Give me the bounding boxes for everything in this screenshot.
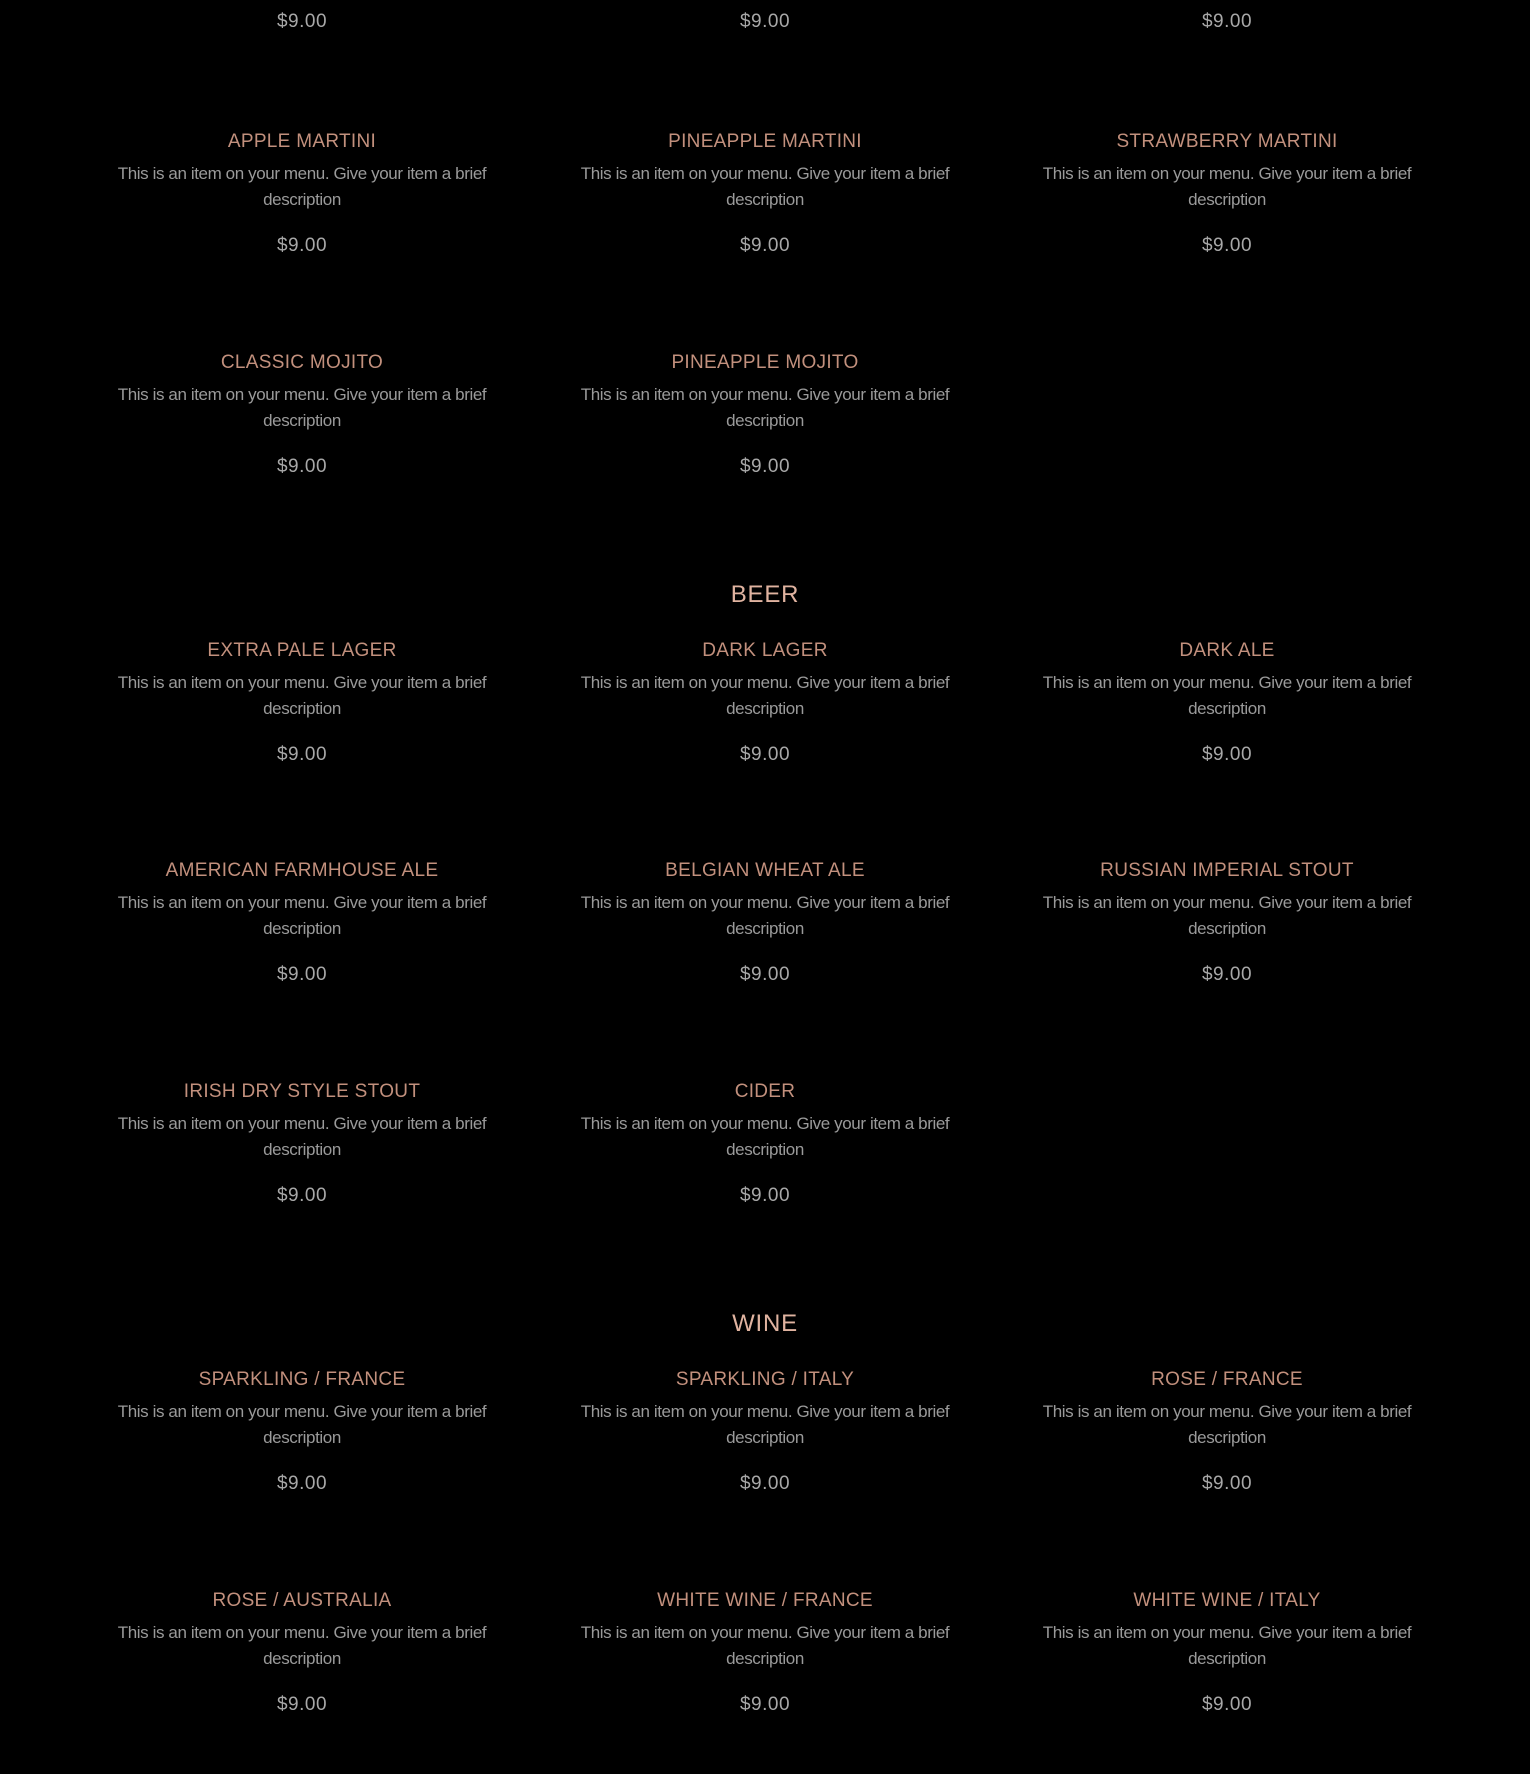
item-name: PINEAPPLE MARTINI bbox=[668, 131, 862, 152]
item-price: $9.00 bbox=[739, 964, 791, 985]
item-description: This is an item on your menu. Give your item a brief description bbox=[1042, 1623, 1412, 1668]
item-name: WHITE WINE / ITALY bbox=[1133, 1590, 1321, 1611]
section-title-beer: BEER bbox=[730, 581, 800, 608]
item-price: $9.00 bbox=[276, 1185, 328, 1206]
item-description: This is an item on your menu. Give your item a brief description bbox=[1042, 673, 1412, 718]
item-name: ROSE / FRANCE bbox=[1151, 1369, 1303, 1390]
item-price: $9.00 bbox=[739, 744, 791, 765]
section-title-wine: WINE bbox=[732, 1310, 798, 1337]
item-price: $9.00 bbox=[1201, 1694, 1253, 1715]
item-name: SPARKLING / ITALY bbox=[675, 1369, 855, 1390]
item-name: ROSE / AUSTRALIA bbox=[212, 1590, 392, 1611]
item-description: This is an item on your menu. Give your item a brief description bbox=[117, 385, 487, 430]
item-description: This is an item on your menu. Give your item a brief description bbox=[580, 1114, 950, 1159]
item-description: This is an item on your menu. Give your item a brief description bbox=[580, 1402, 950, 1447]
item-description: This is an item on your menu. Give your item a brief description bbox=[117, 673, 487, 718]
item-name: DARK LAGER bbox=[702, 640, 828, 661]
item-name: APPLE MARTINI bbox=[227, 131, 377, 152]
item-description: This is an item on your menu. Give your item a brief description bbox=[117, 164, 487, 209]
item-price: $9.00 bbox=[739, 1473, 791, 1494]
item-price: $9.00 bbox=[1201, 964, 1253, 985]
item-description: This is an item on your menu. Give your item a brief description bbox=[117, 893, 487, 938]
item-name: AMERICAN FARMHOUSE ALE bbox=[165, 860, 439, 881]
item-description: This is an item on your menu. Give your item a brief description bbox=[1042, 893, 1412, 938]
item-price: $9.00 bbox=[276, 744, 328, 765]
item-price: $9.00 bbox=[1201, 235, 1253, 256]
item-name: EXTRA PALE LAGER bbox=[207, 640, 397, 661]
item-name: WHITE WINE / FRANCE bbox=[657, 1590, 873, 1611]
item-price: $9.00 bbox=[739, 1694, 791, 1715]
item-price: $9.00 bbox=[276, 11, 328, 32]
item-description: This is an item on your menu. Give your item a brief description bbox=[1042, 1402, 1412, 1447]
item-name: CIDER bbox=[734, 1081, 796, 1102]
item-price: $9.00 bbox=[739, 456, 791, 477]
item-description: This is an item on your menu. Give your item a brief description bbox=[1042, 164, 1412, 209]
item-description: This is an item on your menu. Give your item a brief description bbox=[117, 1402, 487, 1447]
item-price: $9.00 bbox=[1201, 11, 1253, 32]
item-price: $9.00 bbox=[276, 1473, 328, 1494]
item-name: PINEAPPLE MOJITO bbox=[671, 352, 859, 373]
item-price: $9.00 bbox=[739, 1185, 791, 1206]
item-description: This is an item on your menu. Give your item a brief description bbox=[117, 1623, 487, 1668]
item-price: $9.00 bbox=[1201, 1473, 1253, 1494]
item-description: This is an item on your menu. Give your item a brief description bbox=[580, 164, 950, 209]
item-name: STRAWBERRY MARTINI bbox=[1116, 131, 1338, 152]
item-description: This is an item on your menu. Give your item a brief description bbox=[580, 1623, 950, 1668]
item-price: $9.00 bbox=[276, 235, 328, 256]
item-name: BELGIAN WHEAT ALE bbox=[665, 860, 865, 881]
item-name: IRISH DRY STYLE STOUT bbox=[183, 1081, 421, 1102]
item-price: $9.00 bbox=[276, 456, 328, 477]
item-description: This is an item on your menu. Give your item a brief description bbox=[580, 385, 950, 430]
item-description: This is an item on your menu. Give your item a brief description bbox=[580, 673, 950, 718]
item-name: SPARKLING / FRANCE bbox=[198, 1369, 406, 1390]
item-price: $9.00 bbox=[1201, 744, 1253, 765]
item-description: This is an item on your menu. Give your item a brief description bbox=[117, 1114, 487, 1159]
item-price: $9.00 bbox=[276, 1694, 328, 1715]
item-price: $9.00 bbox=[739, 11, 791, 32]
item-name: CLASSIC MOJITO bbox=[220, 352, 384, 373]
item-name: DARK ALE bbox=[1179, 640, 1275, 661]
item-name: RUSSIAN IMPERIAL STOUT bbox=[1100, 860, 1354, 881]
item-price: $9.00 bbox=[739, 235, 791, 256]
item-description: This is an item on your menu. Give your item a brief description bbox=[580, 893, 950, 938]
item-price: $9.00 bbox=[276, 964, 328, 985]
